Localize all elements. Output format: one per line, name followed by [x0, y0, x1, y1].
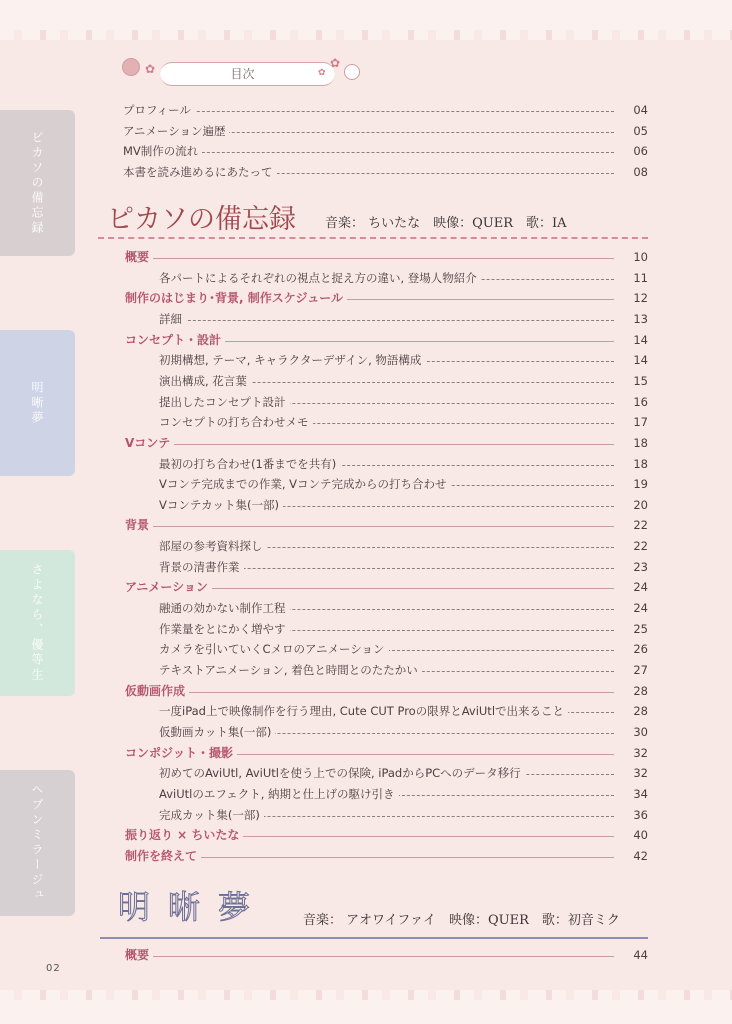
toc-entry-title: 制作を終えて	[125, 846, 201, 866]
toc-entry-title: MV制作の流れ	[123, 141, 202, 161]
section2-title: 明晰夢	[118, 888, 269, 926]
toc-entry-page: 12	[633, 291, 648, 306]
toc-entry-page: 20	[633, 497, 648, 512]
toc-entry-title: 仮動画カット集(一部)	[159, 722, 275, 742]
toc-entry-page: 13	[633, 311, 648, 326]
toc-entry-title: アニメーション遍歴	[123, 121, 229, 141]
toc-entry-page: 44	[633, 948, 648, 962]
toc-entry-page: 32	[633, 766, 648, 781]
toc-entry[interactable]	[0, 495, 732, 515]
toc-entry-page: 24	[633, 580, 648, 595]
toc-entry-title: テキストアニメーション, 着色と時間とのたたかい	[159, 660, 422, 680]
toc-entry-title: カメラを引いていくCメロのアニメーション	[159, 639, 389, 659]
toc-entry-page: 08	[633, 165, 648, 180]
toc-entry-title: コンポジット・撮影	[125, 743, 237, 763]
toc-entry[interactable]	[0, 371, 732, 391]
toc-entry[interactable]	[0, 288, 732, 308]
bottom-torn-edge	[0, 996, 732, 1024]
toc-entry-title: アニメーション	[125, 577, 212, 597]
toc-entry[interactable]	[0, 619, 732, 639]
flower-icon: ✿	[330, 56, 341, 70]
toc-entry[interactable]	[0, 392, 732, 412]
toc-header-label: 目次	[230, 67, 255, 81]
toc-entry-title: プロフィール	[123, 100, 195, 120]
toc-entry-page: 14	[633, 332, 648, 347]
side-tab-heaven-mirage[interactable]: ヘブンミラージュ	[0, 770, 75, 916]
toc-entry-title: 詳細	[159, 309, 186, 329]
toc-entry[interactable]	[0, 454, 732, 474]
leader-line	[163, 320, 614, 321]
toc-entry-page: 18	[633, 456, 648, 471]
toc-entry-title: コンセプト・設計	[125, 330, 225, 350]
toc-entry-title: 背景の清書作業	[159, 557, 244, 577]
toc-entry-page: 28	[633, 683, 648, 698]
toc-entry-page: 14	[633, 353, 648, 368]
toc-entry-title: 完成カット集(一部)	[159, 805, 264, 825]
toc-entry[interactable]	[0, 350, 732, 370]
page-number: 02	[46, 963, 61, 974]
toc-entry-title: 作業量をとにかく増やす	[159, 619, 290, 639]
toc-entry-title: 演出構成, 花言葉	[159, 371, 251, 391]
circle-ornament-icon	[344, 64, 360, 80]
toc-entry[interactable]	[0, 846, 732, 866]
toc-entry-page: 22	[633, 518, 648, 533]
toc-entry-title: 仮動画作成	[125, 681, 189, 701]
toc-entry[interactable]	[0, 743, 732, 763]
toc-entry[interactable]	[0, 763, 732, 783]
leader-line	[129, 857, 614, 858]
toc-entry-title: 各パートによるそれぞれの視点と捉え方の違い, 登場人物紹介	[159, 268, 481, 288]
toc-entry-page: 36	[633, 807, 648, 822]
toc-entry-page: 06	[633, 144, 648, 159]
side-tab-sayonara[interactable]: さよなら、優等生	[0, 550, 75, 696]
toc-entry-title: Vコンテ	[125, 433, 174, 453]
toc-entry-title: 概要	[125, 945, 153, 965]
section1-credits: 音楽： ちいたな 映像：QUER 歌：IA	[325, 216, 567, 231]
leader-line	[127, 111, 614, 112]
top-torn-edge	[0, 0, 732, 34]
flower-icon: ✿	[145, 62, 156, 76]
toc-entry-title: 背景	[125, 515, 153, 535]
toc-entry[interactable]	[0, 162, 732, 182]
flower-icon: ✿	[318, 68, 326, 78]
toc-entry-page: 15	[633, 373, 648, 388]
side-tab-meisekimu[interactable]: 明晰夢	[0, 330, 75, 476]
toc-entry-title: Vコンテ完成までの作業, Vコンテ完成からの打ち合わせ	[159, 474, 451, 494]
leader-line	[129, 956, 614, 957]
toc-entry-page: 19	[633, 477, 648, 492]
toc-entry[interactable]	[0, 722, 732, 742]
toc-entry[interactable]	[0, 660, 732, 680]
toc-entry-page: 24	[633, 601, 648, 616]
toc-entry-page: 18	[633, 435, 648, 450]
toc-entry-page: 28	[633, 704, 648, 719]
toc-entry[interactable]	[0, 268, 732, 288]
toc-entry-title: 最初の打ち合わせ(1番までを共有)	[159, 454, 340, 474]
toc-entry-title: 融通の効かない制作工程	[159, 598, 290, 618]
toc-entry[interactable]	[0, 121, 732, 141]
toc-entry[interactable]	[0, 100, 732, 120]
side-tab-picasso[interactable]: ピカソの備忘録	[0, 110, 75, 256]
toc-entry[interactable]	[0, 141, 732, 161]
toc-entry[interactable]	[0, 784, 732, 804]
toc-entry-page: 27	[633, 663, 648, 677]
toc-entry[interactable]	[0, 639, 732, 659]
toc-entry-page: 05	[633, 123, 648, 138]
leader-line	[129, 692, 614, 693]
leader-line	[129, 258, 614, 259]
toc-entry[interactable]	[0, 515, 732, 535]
toc-entry-page: 22	[633, 539, 648, 554]
toc-entry-page: 26	[633, 642, 648, 657]
toc-entry-title: Vコンテカット集(一部)	[159, 495, 283, 515]
toc-entry-page: 23	[633, 559, 648, 574]
toc-header-banner	[120, 56, 365, 88]
section1-title: ピカソの備忘録	[107, 204, 296, 235]
toc-entry-page: 16	[633, 394, 648, 409]
toc-entry-page: 17	[633, 415, 648, 430]
toc-entry[interactable]	[0, 536, 732, 556]
toc-entry[interactable]	[0, 433, 732, 453]
toc-entry-title: 本書を読み進めるにあたって	[123, 162, 277, 182]
toc-entry[interactable]	[0, 945, 732, 965]
toc-entry-page: 30	[633, 724, 648, 739]
section1-divider	[98, 237, 648, 239]
toc-entry-title: 概要	[125, 247, 153, 267]
toc-entry-title: コンセプトの打ち合わせメモ	[159, 412, 313, 432]
toc-entry-title: 制作のはじまり･背景, 制作スケジュール	[125, 288, 347, 308]
toc-entry[interactable]	[0, 701, 732, 721]
toc-entry[interactable]	[0, 309, 732, 329]
toc-entry[interactable]	[0, 598, 732, 618]
toc-entry[interactable]	[0, 681, 732, 701]
toc-entry-page: 40	[633, 828, 648, 843]
toc-entry[interactable]	[0, 474, 732, 494]
toc-entry-page: 34	[633, 786, 648, 801]
toc-entry-title: 一度iPad上で映像制作を行う理由, Cute CUT Proの限界とAviUtlで出来ること	[159, 701, 568, 721]
section2-credits: 音楽： アオワイファイ 映像：QUER 歌：初音ミク	[303, 913, 620, 928]
toc-entry[interactable]	[0, 557, 732, 577]
toc-entry-title: 部屋の参考資料探し	[159, 536, 267, 556]
toc-entry[interactable]	[0, 247, 732, 267]
toc-entry[interactable]	[0, 330, 732, 350]
section2-divider	[100, 937, 648, 939]
toc-entry-title: 初期構想, テーマ, キャラクターデザイン, 物語構成	[159, 350, 425, 370]
leader-line	[129, 526, 614, 527]
toc-entry-page: 42	[633, 848, 648, 863]
toc-entry[interactable]	[0, 805, 732, 825]
leader-line	[129, 444, 614, 445]
toc-entry-title: 振り返り × ちいたな	[125, 825, 243, 845]
toc-entry-page: 10	[633, 250, 648, 264]
toc-entry[interactable]	[0, 577, 732, 597]
toc-entry-title: AviUtlのエフェクト, 納期と仕上げの駆け引き	[159, 784, 399, 804]
toc-entry[interactable]	[0, 825, 732, 845]
toc-entry-page: 32	[633, 745, 648, 760]
toc-entry-title: 提出したコンセプト設計	[159, 392, 290, 412]
toc-entry-title: 初めてのAviUtl, AviUtlを使う上での保険, iPadからPCへのデータ移行	[159, 763, 525, 783]
toc-entry-page: 25	[633, 621, 648, 636]
toc-entry-page: 11	[633, 270, 648, 285]
toc-entry-page: 04	[633, 103, 648, 117]
toc-entry[interactable]	[0, 412, 732, 432]
